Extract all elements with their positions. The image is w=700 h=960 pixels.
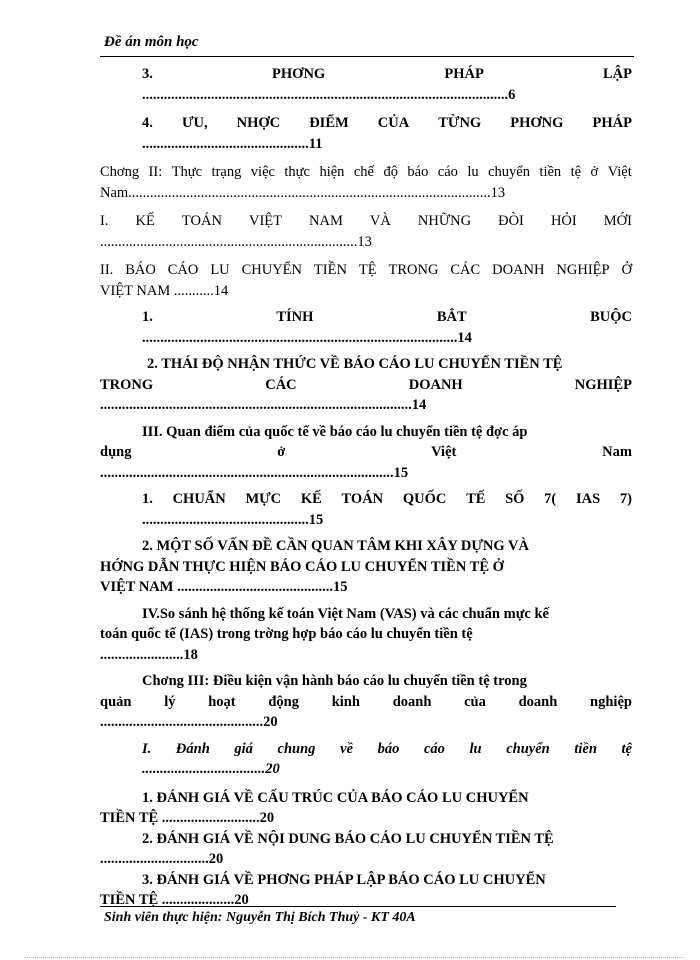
toc-word: TẾ — [466, 491, 486, 507]
toc-word: báo — [407, 164, 429, 180]
toc-word: Chơng — [100, 164, 140, 180]
toc-word: Đánh — [175, 740, 210, 757]
toc-word: hiện — [319, 164, 345, 180]
toc-word: tệ — [570, 164, 582, 180]
toc-word: 2. THÁI ĐỘ NHẬN THỨC VỀ BÁO CÁO LU CHUYỂN TIỀN TỆ — [147, 356, 563, 372]
toc-word: chế — [353, 164, 374, 180]
toc-word: NHỢC — [236, 115, 281, 131]
toc-word: TỪNG — [438, 115, 482, 131]
toc-word: Việt — [607, 164, 632, 180]
toc-word: HỚNG DẪN THỰC HIỆN BÁO CÁO LU CHUYỂN TIỀN TỆ Ở — [100, 558, 504, 575]
toc-line — [100, 759, 632, 780]
toc-word: NGHIỆP — [574, 376, 632, 393]
toc-word: toán quốc tế (IAS) trong trờng hợp báo cáo lu chuyển tiền tệ — [100, 626, 473, 642]
toc-word: doanh — [518, 693, 558, 710]
toc-word: ở — [277, 444, 286, 460]
toc-line — [100, 328, 632, 349]
toc-word: dụng — [100, 444, 132, 460]
toc-word: trạng — [211, 164, 242, 180]
toc-word: chuyển — [506, 740, 550, 757]
toc-word: IAS — [575, 491, 601, 507]
toc-word: PHÁP — [592, 115, 632, 131]
toc-entry — [100, 739, 632, 780]
toc-word: lu — [467, 164, 479, 180]
toc-word: 2. ĐÁNH GIÁ VỀ NỘI DUNG BÁO CÁO LU CHUYỂN TIỀN TỆ — [142, 830, 554, 847]
toc-word: NHỮNG — [417, 213, 472, 229]
toc-line — [100, 624, 632, 645]
toc-line — [100, 281, 632, 302]
toc-word: ..................................20 — [142, 761, 280, 777]
toc-line — [100, 489, 632, 510]
toc-word: 1. — [142, 309, 153, 325]
toc-line — [100, 808, 632, 829]
toc-word: LU — [210, 262, 230, 278]
toc-word: BẮT — [436, 309, 467, 325]
toc-word: KẾ — [135, 213, 155, 229]
toc-entry — [100, 870, 632, 911]
toc-word: về — [340, 740, 353, 757]
page-footer: Sinh viên thực hiện: Nguyễn Thị Bích Thuỷ - KT 40A — [104, 910, 416, 925]
toc-entry — [100, 354, 632, 416]
toc-word: cáo — [437, 164, 458, 180]
toc-word: quản — [100, 693, 132, 710]
toc-word: ......................................................................................14 — [100, 397, 427, 413]
toc-word: QUỐC — [402, 491, 447, 507]
toc-entry — [100, 307, 632, 348]
toc-word: động — [268, 693, 299, 710]
toc-word: NAM — [309, 213, 343, 229]
toc-word: ở — [590, 164, 599, 180]
toc-entry — [100, 604, 632, 666]
toc-line — [100, 354, 632, 375]
toc-word: TỆ — [358, 262, 377, 278]
toc-word: .................................................................................15 — [100, 464, 409, 481]
toc-word: Chơng III: Điều kiện vận hành báo cáo lu chuyển tiền tệ trong — [142, 673, 527, 689]
toc-line — [100, 829, 632, 850]
toc-line — [100, 307, 632, 328]
toc-word: IV.So sánh hệ thống kế toán Việt Nam (VAS) và các chuẩn mực kế — [142, 605, 549, 622]
toc-line — [100, 375, 632, 396]
toc-word: doanh — [392, 693, 432, 710]
toc-word: .......................18 — [100, 646, 198, 663]
toc-line — [100, 113, 632, 134]
toc-word: TOÁN — [341, 491, 384, 507]
toc-word: 1. ĐÁNH GIÁ VỀ CẤU TRÚC CỦA BÁO CÁO LU CHUYỂN — [142, 789, 529, 806]
toc-word: của — [464, 693, 486, 710]
toc-entry — [100, 211, 632, 252]
toc-entry — [100, 422, 632, 484]
toc-word: tiền — [574, 740, 597, 757]
toc-entry — [100, 489, 632, 530]
toc-line — [100, 712, 632, 733]
toc-word: CHUẨN — [172, 491, 226, 507]
toc-word: CÁO — [167, 262, 199, 278]
toc-word: Nam....................................................................................................13 — [100, 184, 506, 201]
toc-word: CỦA — [377, 115, 410, 131]
toc-entry — [100, 829, 632, 870]
toc-line — [100, 557, 632, 578]
toc-word: BUỘC — [590, 309, 632, 325]
toc-word: Việt — [431, 444, 457, 460]
toc-word: III. Quan điểm của quốc tế về báo cáo lu chuyển tiền tệ đợc áp — [142, 423, 528, 440]
header-rule — [100, 56, 634, 57]
toc-line — [100, 849, 632, 870]
toc-word: Nam — [602, 444, 632, 460]
toc-word: 3. — [142, 66, 153, 82]
toc-word: độ — [383, 164, 398, 180]
toc-line — [100, 162, 632, 183]
toc-line — [100, 536, 632, 557]
toc-word: TOÁN — [181, 213, 222, 229]
toc-line — [100, 463, 632, 484]
toc-word: .....................................................................................................6 — [142, 86, 516, 103]
toc-word: 2. MỘT SỐ VẤN ĐỀ CẦN QUAN TÂM KHI XÂY DỰNG VÀ — [142, 538, 529, 554]
toc-word: VIỆT NAM ...........................................15 — [100, 579, 348, 595]
toc-entry — [100, 64, 632, 105]
toc-word: ..............................20 — [100, 851, 224, 867]
toc-entry — [100, 536, 632, 598]
toc-word: TÍNH — [276, 309, 314, 325]
toc-entry — [100, 788, 632, 829]
toc-line — [100, 395, 632, 416]
toc-entry — [100, 671, 632, 733]
toc-line — [100, 671, 632, 692]
toc-word: chuyển — [488, 164, 530, 180]
toc-line — [100, 260, 632, 281]
toc-word: PHÁP — [444, 66, 484, 82]
footer-rule — [100, 906, 616, 907]
toc-word: thực — [284, 164, 310, 180]
toc-word: ĐÒI — [498, 213, 524, 229]
toc-word: 1. — [142, 491, 153, 507]
toc-entry — [100, 162, 632, 203]
toc-word: cáo — [423, 740, 445, 757]
toc-word: VÀ — [369, 213, 391, 229]
toc-word: tiền — [539, 164, 562, 180]
toc-line — [100, 890, 632, 911]
toc-word: I. — [100, 213, 109, 229]
toc-word: việc — [250, 164, 275, 180]
toc-word: HỎI — [550, 213, 577, 229]
toc-word: Thực — [171, 164, 203, 180]
toc-word: TIỀN — [313, 262, 347, 278]
toc-word: ĐIỂM — [309, 115, 349, 131]
toc-word: lý — [164, 693, 176, 710]
toc-word: lu — [469, 740, 482, 757]
toc-line — [100, 422, 632, 443]
toc-line — [100, 510, 632, 531]
toc-word: SỐ — [505, 491, 525, 507]
table-of-contents — [100, 64, 632, 911]
toc-line — [100, 692, 632, 713]
toc-line — [100, 604, 632, 625]
toc-word: TIỀN TỆ ....................20 — [100, 892, 249, 908]
toc-line — [100, 870, 632, 891]
toc-word: TIỀN TỆ ...........................20 — [100, 810, 275, 826]
toc-line — [100, 134, 632, 155]
toc-line — [100, 85, 632, 106]
toc-line — [100, 211, 632, 232]
toc-line — [100, 577, 632, 598]
toc-line — [100, 645, 632, 666]
toc-word: Ở — [621, 262, 632, 278]
toc-word: DOANH — [492, 262, 545, 278]
toc-word: PHƠNG — [510, 115, 564, 131]
toc-word: CÁC — [450, 262, 481, 278]
toc-word: 4. — [142, 115, 153, 131]
toc-word: 7) — [619, 491, 632, 507]
toc-word: BÁO — [125, 262, 156, 278]
toc-word: MỰC — [245, 491, 282, 507]
toc-line — [100, 232, 632, 253]
toc-word: I. — [142, 740, 152, 757]
toc-word: chung — [277, 740, 316, 757]
toc-word: .............................................20 — [100, 714, 278, 730]
toc-word: PHƠNG — [272, 66, 326, 82]
toc-word: ƯU, — [181, 115, 208, 131]
toc-word: CÁC — [265, 376, 297, 393]
toc-word: 3. ĐÁNH GIÁ VỀ PHƠNG PHÁP LẬP BÁO CÁO LU CHUYỂN — [142, 871, 546, 888]
toc-word: ..............................................15 — [142, 511, 324, 528]
toc-word: kinh — [331, 693, 360, 710]
toc-word: tệ — [621, 740, 632, 757]
toc-word: II. — [100, 262, 114, 278]
toc-word: DOANH — [408, 376, 463, 393]
toc-word: nghiệp — [590, 693, 632, 710]
toc-line — [100, 64, 632, 85]
toc-word: TRONG — [100, 376, 154, 393]
toc-word: LẬP — [602, 66, 632, 82]
toc-line — [100, 183, 632, 204]
toc-word: TRONG — [388, 262, 439, 278]
toc-entry — [100, 260, 632, 301]
toc-word: KẾ — [300, 491, 322, 507]
toc-word: giá — [234, 740, 253, 757]
toc-line — [100, 788, 632, 809]
toc-word: hoạt — [208, 693, 236, 710]
toc-word: .......................................................................13 — [100, 233, 372, 250]
toc-word: VIỆT NAM ...........14 — [100, 282, 229, 299]
toc-word: .......................................................................................14 — [142, 329, 472, 346]
toc-word: II: — [148, 164, 163, 180]
toc-word: CHUYỂN — [241, 262, 302, 278]
toc-word: báo — [377, 740, 400, 757]
toc-word: ..............................................11 — [142, 135, 323, 152]
toc-line — [100, 442, 632, 463]
page-edge — [24, 957, 684, 958]
toc-word: 7( — [544, 491, 557, 507]
toc-word: VIỆT — [248, 213, 282, 229]
toc-line — [100, 739, 632, 760]
toc-entry — [100, 113, 632, 154]
toc-word: MỚI — [603, 213, 632, 229]
page-header: Đề án môn học — [104, 34, 199, 50]
toc-word: NGHIỆP — [556, 262, 610, 278]
